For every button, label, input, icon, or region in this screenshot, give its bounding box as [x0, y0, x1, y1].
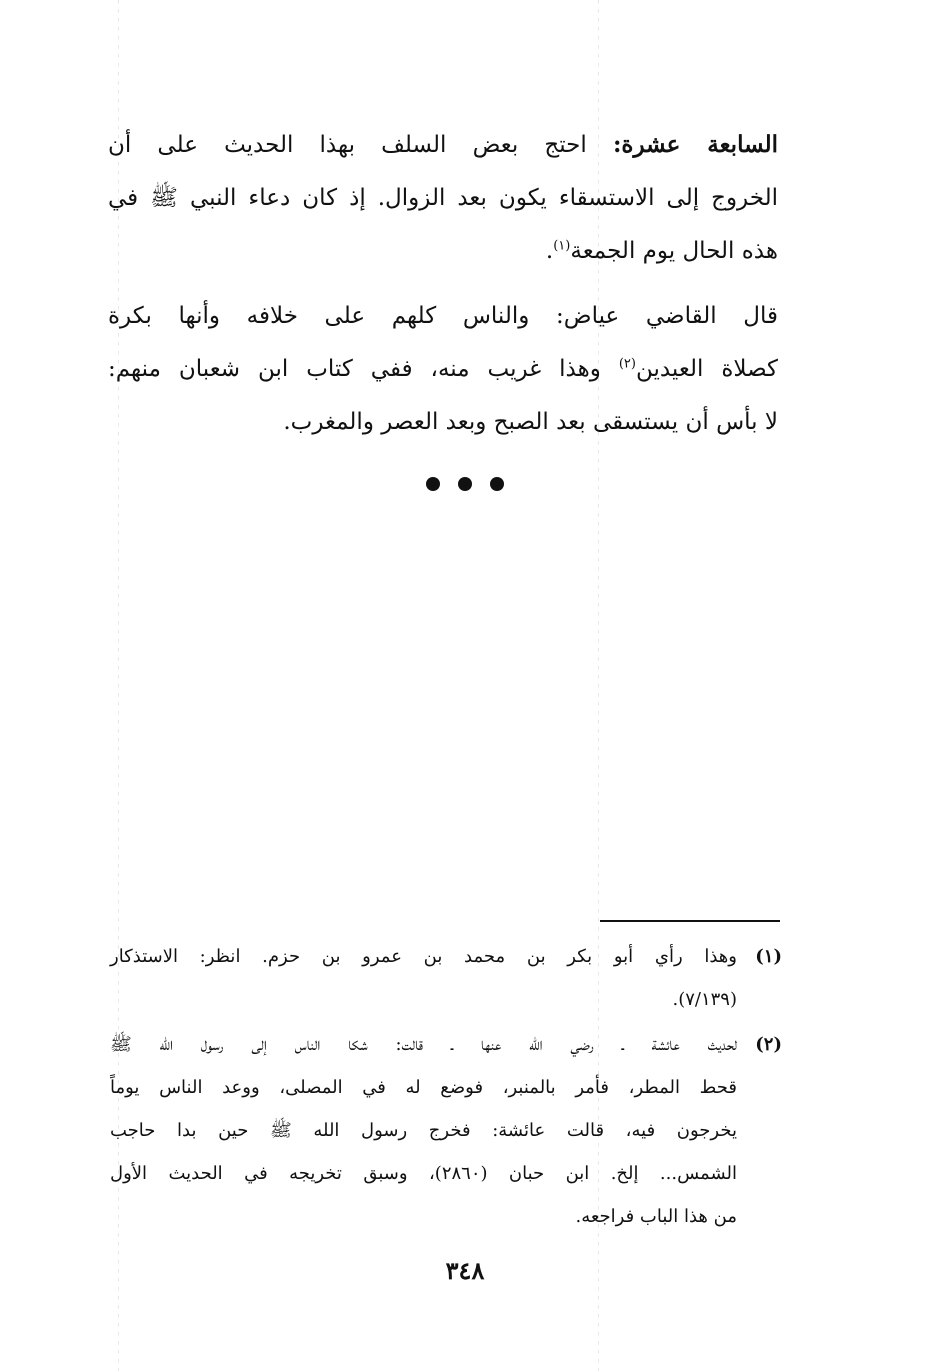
footnote-item [110, 935, 782, 1021]
footnote-line: وهذا رأي أبو بكر بن محمد بن عمرو بن حزم. انظر: الاستذكار [110, 946, 737, 967]
footnote-line: (٧/١٣٩). [672, 989, 737, 1010]
text-line: قال القاضي عياض: والناس كلهم على خلافه وأنها بكرة [108, 303, 778, 329]
text-line: الخروج إلى الاستسقاء يكون بعد الزوال. إذ كان دعاء النبي ﷺ في [108, 185, 778, 211]
footnote-line: يخرجون فيه، قالت عائشة: فخرج رسول الله ﷺ حين بدا حاجب [110, 1120, 737, 1141]
footnote-divider [600, 920, 780, 922]
section-separator [0, 476, 930, 495]
separator-dot-icon [458, 477, 472, 491]
paragraph-lead: السابعة عشرة: [612, 131, 778, 158]
footnote-reference: (١) [553, 238, 571, 254]
footnote-line: الشمس... إلخ. ابن حبان (٢٨٦٠)، وسبق تخريجه في الحديث الأول [110, 1163, 737, 1184]
footnote-number: (١) [755, 946, 782, 967]
text-line: لا بأس أن يستسقى بعد الصبح وبعد العصر والمغرب. [283, 409, 778, 435]
main-text [108, 118, 778, 449]
separator-dot-icon [490, 477, 504, 491]
footnote-item [110, 1023, 782, 1238]
text-line: هذه الحال يوم الجمعة [570, 238, 778, 264]
footnote-reference: (٢) [618, 356, 636, 372]
page-number: ٣٤٨ [445, 1256, 485, 1285]
text-line: كصلاة العيدين [635, 356, 778, 382]
paragraph-qadi-iyad [108, 290, 778, 449]
footnote-line: قحط المطر، فأمر بالمنبر، فوضع له في المصلى، ووعد الناس يوماً [110, 1077, 737, 1098]
footnote-line: من هذا الباب فراجعه. [575, 1206, 737, 1227]
paragraph-seventeenth [108, 118, 778, 278]
text-line: وهذا غريب منه، ففي كتاب ابن شعبان منهم: [108, 356, 601, 382]
separator-dot-icon [426, 477, 440, 491]
footnote-line: لحديث عائشة ـ رضي الله عنها ـ قالت: شكا الناس إلى رسول الله ﷺ [110, 1034, 737, 1055]
footnote-number: (٢) [755, 1034, 782, 1055]
footnotes [110, 935, 782, 1238]
text-line: احتج بعض السلف بهذا الحديث على أن [108, 132, 587, 158]
punctuation: . [545, 238, 554, 264]
